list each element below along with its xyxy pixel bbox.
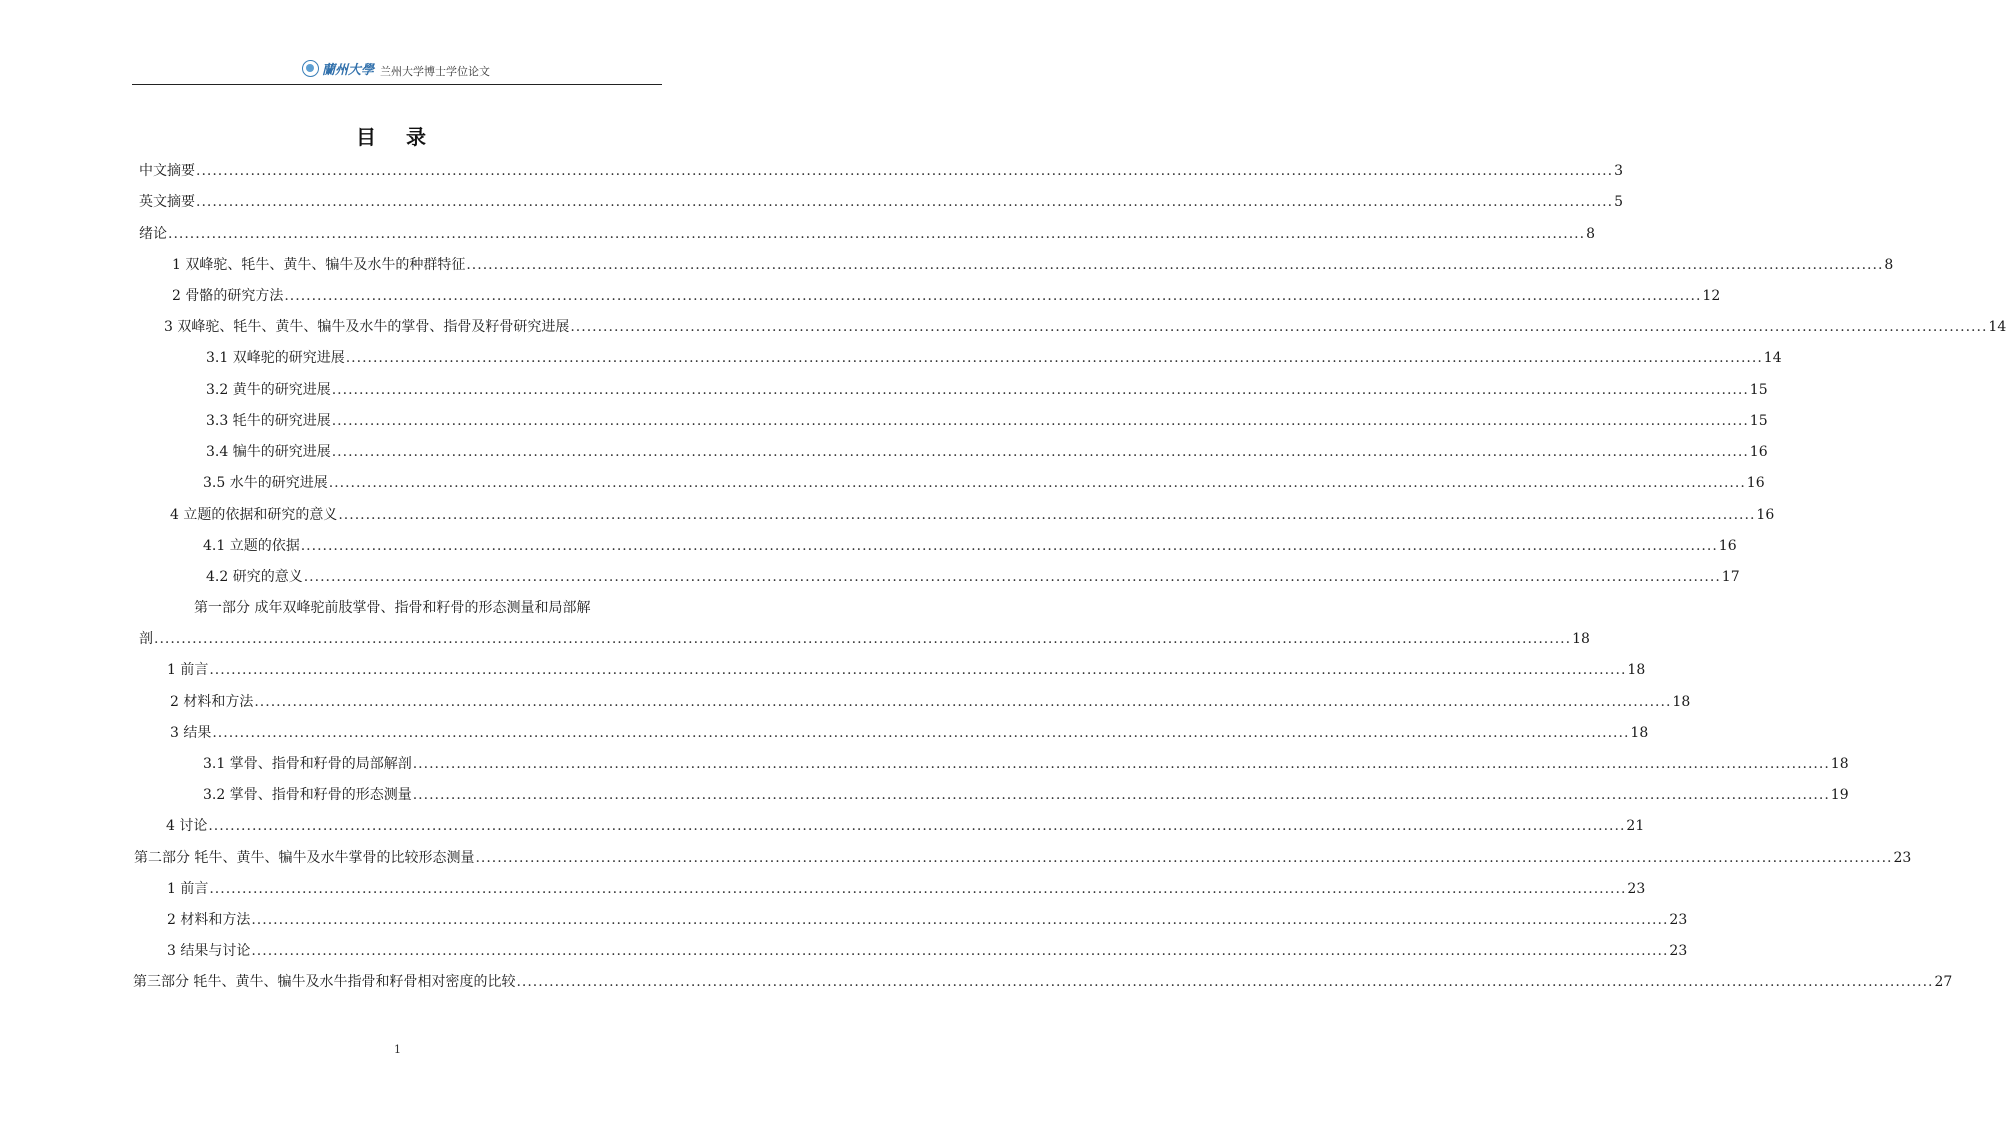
toc-entry-page: 23 [1669,912,1688,928]
toc-leader-dots: .................................................................................................................................................................................................................................................................... [209,881,1627,897]
toc-entry[interactable] [134,848,1912,868]
toc-entry-label: 1 双峰驼、牦牛、黄牛、犏牛及水牛的种群特征 [172,257,466,273]
toc-entry-page: 16 [1718,538,1737,554]
toc-entry-page: 18 [1572,631,1590,647]
toc-entry-label: 4 立题的依据和研究的意义 [170,507,338,523]
toc-entry[interactable] [139,161,1623,181]
toc-entry[interactable] [203,536,1737,556]
toc-leader-dots: .................................................................................................................................................................................................................................................................... [254,694,1672,710]
toc-entry-page: 8 [1884,257,1894,273]
toc-entry[interactable] [206,442,1768,462]
toc-entry[interactable] [170,505,1775,525]
toc-entry-label: 3.2 黄牛的研究进展 [206,382,331,398]
toc-entry-page: 15 [1749,382,1768,398]
toc-entry-label: 3 结果与讨论 [167,943,251,959]
toc-leader-dots: .................................................................................................................................................................................................................................................................... [212,725,1630,741]
toc-entry-page: 17 [1721,569,1740,585]
toc-entry-page: 18 [1630,725,1649,741]
toc-entry[interactable] [206,411,1768,431]
toc-entry[interactable] [139,192,1623,212]
header-title: 兰州大学博士学位论文 [380,65,491,78]
toc-entry-page: 23 [1627,881,1646,897]
toc-entry-page: 12 [1702,288,1721,304]
toc-leader-dots: .................................................................................................................................................................................................................................................................... [251,912,1669,928]
toc-title-char-2: 录 [406,125,426,149]
toc-entry-label: 3.3 牦牛的研究进展 [206,413,331,429]
toc-leader-dots: .................................................................................................................................................................................................................................................................... [154,631,1572,647]
toc-entry-page: 14 [1763,350,1782,366]
toc-entry-label: 第三部分 牦牛、黄牛、犏牛及水牛指骨和籽骨相对密度的比较 [133,974,516,990]
toc-leader-dots: .................................................................................................................................................................................................................................................................... [196,194,1614,210]
toc-entry[interactable] [139,629,1590,649]
toc-entry-label: 1 前言 [167,881,209,897]
toc-leader-dots: .................................................................................................................................................................................................................................................................... [331,413,1749,429]
toc-entry-page: 18 [1627,662,1646,678]
toc-leader-dots: .................................................................................................................................................................................................................................................................... [331,444,1749,460]
toc-entry[interactable] [206,567,1740,587]
toc-entry[interactable] [206,348,1782,368]
toc-entry-page: 3 [1614,163,1623,179]
toc-entry-page: 14 [1988,319,2006,335]
toc-title-char-1: 目 [356,125,376,149]
toc-leader-dots: .................................................................................................................................................................................................................................................................... [328,475,1746,491]
toc-entry-label: 3.5 水牛的研究进展 [203,475,328,491]
toc-entry-page: 27 [1934,974,1953,990]
toc-entry-label: 2 材料和方法 [170,694,254,710]
toc-leader-dots: .................................................................................................................................................................................................................................................................... [284,288,1702,304]
toc-entry-label: 4.1 立题的依据 [203,538,300,554]
toc-entry-page: 16 [1756,507,1775,523]
toc-leader-dots: .................................................................................................................................................................................................................................................................... [516,974,1934,990]
toc-entry-page: 16 [1749,444,1768,460]
toc-entry-label: 3.4 犏牛的研究进展 [206,444,331,460]
toc-entry[interactable] [167,879,1646,899]
toc-leader-dots: .................................................................................................................................................................................................................................................................... [209,662,1627,678]
toc-leader-dots: .................................................................................................................................................................................................................................................................... [338,507,1756,523]
toc-entry-page: 23 [1669,943,1688,959]
toc-leader-dots: .................................................................................................................................................................................................................................................................... [300,538,1718,554]
toc-entry-label: 3 结果 [170,725,212,741]
toc-entry-label: 剖 [139,631,153,647]
toc-leader-dots: .................................................................................................................................................................................................................................................................... [303,569,1721,585]
toc-entry-label: 4.2 研究的意义 [206,569,303,585]
toc-entry-label: 第二部分 牦牛、黄牛、犏牛及水牛掌骨的比较形态测量 [134,850,475,866]
toc-entry-label: 中文摘要 [139,163,195,179]
toc-leader-dots: .................................................................................................................................................................................................................................................................... [331,382,1749,398]
toc-entry[interactable] [172,255,1894,275]
toc-entry[interactable] [203,473,1765,493]
toc-leader-dots: .................................................................................................................................................................................................................................................................... [412,787,1830,803]
toc-entry[interactable] [206,380,1768,400]
toc-entry-label: 3.1 掌骨、指骨和籽骨的局部解剖 [203,756,412,772]
toc-entry[interactable] [139,224,1595,244]
toc-entry[interactable] [133,972,1953,992]
toc-entry-label: 第一部分 成年双峰驼前肢掌骨、指骨和籽骨的形态测量和局部解 [194,600,591,616]
toc-entry[interactable] [203,785,1849,805]
toc-leader-dots: .................................................................................................................................................................................................................................................................... [570,319,1988,335]
university-logo-text: 蘭州大學 [322,63,375,78]
toc-entry-label: 2 骨骼的研究方法 [172,288,284,304]
toc-entry-label: 3.2 掌骨、指骨和籽骨的形态测量 [203,787,412,803]
toc-entry-page: 19 [1830,787,1849,803]
toc-entry-label: 2 材料和方法 [167,912,251,928]
toc-entry[interactable] [203,754,1849,774]
toc-entry-page: 23 [1893,850,1912,866]
toc-entry[interactable] [167,910,1688,930]
toc-entry-page: 15 [1749,413,1768,429]
toc-entry-label: 英文摘要 [139,194,195,210]
toc-entry-label: 3.1 双峰驼的研究进展 [206,350,345,366]
toc-entry[interactable] [164,317,2006,337]
toc-entry[interactable] [167,941,1688,961]
toc-leader-dots: .................................................................................................................................................................................................................................................................... [345,350,1763,366]
toc-entry-page: 5 [1614,194,1623,210]
toc-entry[interactable] [170,723,1649,743]
toc-entry[interactable] [172,286,1721,306]
toc-entry-page: 18 [1830,756,1849,772]
toc-entry-page: 18 [1672,694,1691,710]
toc-entry[interactable] [167,660,1646,680]
toc-leader-dots: .................................................................................................................................................................................................................................................................... [251,943,1669,959]
toc-entry[interactable] [170,692,1691,712]
toc-entry-page: 21 [1626,818,1645,834]
toc-entry-label: 3 双峰驼、牦牛、黄牛、犏牛及水牛的掌骨、指骨及籽骨研究进展 [164,319,570,335]
toc-entry-page: 16 [1746,475,1765,491]
toc-entry-label: 4 讨论 [166,818,208,834]
toc-leader-dots: .................................................................................................................................................................................................................................................................... [196,163,1614,179]
toc-leader-dots: .................................................................................................................................................................................................................................................................... [168,226,1586,242]
toc-entry[interactable] [166,816,1645,836]
toc-entry-label: 绪论 [139,226,167,242]
toc-entry-page: 8 [1586,226,1595,242]
toc-leader-dots: .................................................................................................................................................................................................................................................................... [475,850,1893,866]
toc-leader-dots: .................................................................................................................................................................................................................................................................... [466,257,1884,273]
toc-leader-dots: .................................................................................................................................................................................................................................................................... [412,756,1830,772]
toc-entry-label: 1 前言 [167,662,209,678]
page-number: 1 [394,1043,401,1056]
toc-leader-dots: .................................................................................................................................................................................................................................................................... [208,818,1626,834]
